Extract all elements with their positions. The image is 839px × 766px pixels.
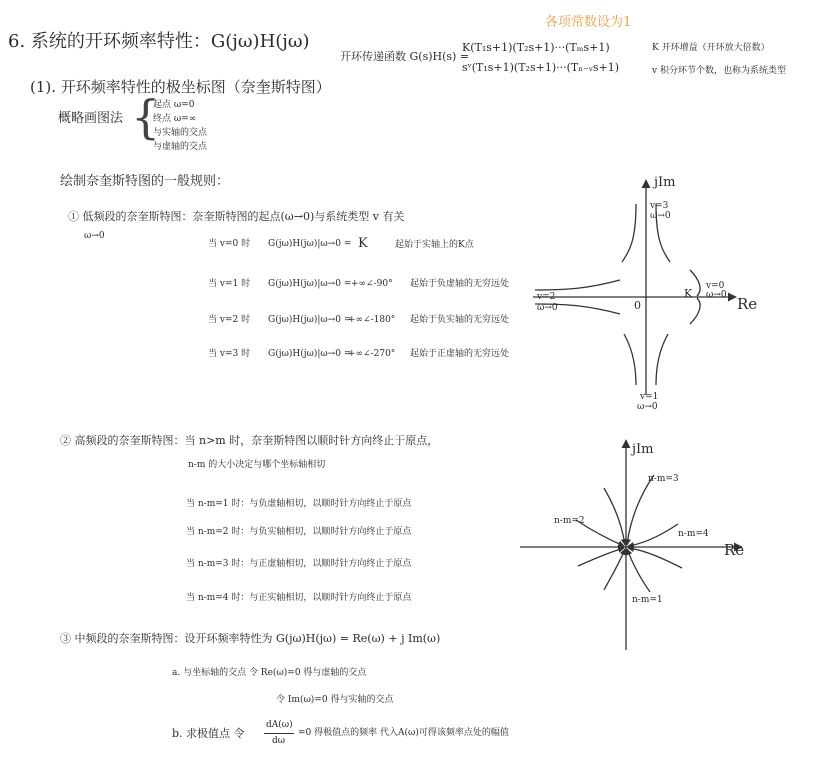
diagram2-curve-nm1-a [604, 549, 625, 590]
low-case-v3-cond: 当 v=3 时 [208, 349, 251, 359]
diagram2-curve-nm1-b [627, 549, 650, 592]
diagram1-origin-label: 0 [634, 299, 641, 312]
diagram2-nm2-label: n-m=2 [554, 516, 585, 526]
transfer-function-prefix: 开环传递函数 G(s)H(s) = [340, 50, 470, 63]
low-case-v2-cond: 当 v=2 时 [208, 315, 251, 325]
low-frequency-heading: ① 低频段的奈奎斯特图：奈奎斯特图的起点(ω→0)与系统类型 v 有关 [68, 210, 405, 223]
diagram2-curve-nm3-a [627, 475, 654, 545]
diagram2-real-axis-label: Re [724, 541, 745, 559]
high-frequency-heading: ② 高频段的奈奎斯特图：当 n>m 时，奈奎斯特图以顺时针方向终止于原点， [60, 434, 439, 447]
diagram1-v2-sub: ω→0 [537, 303, 558, 313]
mid-b-suffix: =0 得极值点的频率 代入A(ω)可得该频率点处的幅值 [298, 728, 509, 738]
mid-frequency-heading: ③ 中频段的奈奎斯特图：设开环频率特性为 G(jω)H(jω) = Re(ω) + j Im(ω) [60, 632, 441, 645]
method-item-end: 终点 ω=∞ [153, 114, 197, 124]
diagram1-curve-v3-left [622, 204, 636, 262]
diagram1-v1-sub: ω→0 [637, 402, 658, 412]
k-definition: K 开环增益（开环放大倍数） [652, 43, 770, 53]
diagram2-nm1-label: n-m=1 [632, 595, 663, 605]
low-case-v1-note: 起始于负虚轴的无穷远处 [410, 279, 510, 289]
low-case-v1-value: +∞∠-90° [351, 279, 393, 289]
low-case-v0-value: K [358, 236, 368, 251]
diagram2-nm4-label: n-m=4 [678, 529, 709, 539]
section-title: 6. 系统的开环频率特性：G(jω)H(jω) [8, 31, 310, 52]
high-case-nm4: 当 n-m=4 时：与正实轴相切，以顺时针方向终止于原点 [186, 593, 412, 603]
diagram1-imag-axis-label: jIm [654, 175, 676, 190]
low-case-v3-expr: G(jω)H(jω)|ω→0 = [268, 349, 352, 359]
mid-a-line2: 令 Im(ω)=0 得与实轴的交点 [276, 695, 394, 705]
mid-b-fraction-numerator: dA(ω) [266, 720, 293, 730]
diagram1-curve-v2-upper [535, 280, 620, 290]
diagram2-curve-nm3-b [604, 488, 625, 545]
low-case-v3-value: +∞∠-270° [348, 349, 396, 359]
diagram1-curve-v0-lower [690, 298, 700, 324]
low-case-v0-expr: G(jω)H(jω)|ω→0 = [268, 239, 352, 249]
diagram1-curve-v1-right [656, 334, 668, 385]
diagram2-curve-nm4-b [628, 548, 682, 568]
low-case-v2-value: +∞∠-180° [348, 315, 396, 325]
high-frequency-heading-line2: n-m 的大小决定与哪个坐标轴相切 [188, 460, 326, 470]
mid-b-prefix: b. 求极值点 令 [172, 727, 245, 740]
orange-note: 各项常数设为1 [545, 15, 632, 30]
diagram1-k-label: K [684, 287, 693, 300]
low-case-v3-note: 起始于正虚轴的无穷远处 [410, 349, 510, 359]
high-case-nm2: 当 n-m=2 时：与负实轴相切，以顺时针方向终止于原点 [186, 527, 412, 537]
diagram1-v0-label: v=0 [706, 281, 725, 291]
diagram1-v0-sub: ω→0 [706, 290, 727, 300]
v-definition: v 积分环节个数，也称为系统类型 [652, 66, 786, 76]
diagram1-curve-v1-left [624, 334, 636, 385]
low-case-v2-expr: G(jω)H(jω)|ω→0 = [268, 315, 352, 325]
mid-a-line1: a. 与坐标轴的交点 令 Re(ω)=0 得与虚轴的交点 [172, 668, 367, 678]
method-item-real-cross: 与实轴的交点 [153, 128, 208, 138]
diagram1-v2-label: v=2 [537, 292, 556, 302]
high-case-nm3: 当 n-m=3 时：与正虚轴相切，以顺时针方向终止于原点 [186, 559, 412, 569]
low-case-v0-cond: 当 v=0 时 [208, 239, 251, 249]
diagram1-real-axis-label: Re [737, 295, 758, 313]
method-item-imag-cross: 与虚轴的交点 [153, 142, 208, 152]
diagram2-nm3-label: n-m=3 [648, 474, 679, 484]
transfer-function-denominator: sᵛ(T₁s+1)(T₂s+1)···(Tₙ₋ᵥs+1) [462, 61, 620, 74]
mid-b-fraction-denominator: dω [272, 736, 286, 746]
diagram1-v3-label: v=3 [650, 201, 669, 211]
brace-icon: { [131, 90, 161, 144]
method-item-start: 起点 ω=0 [153, 100, 195, 110]
subsection-heading: (1). 开环频率特性的极坐标图（奈奎斯特图） [30, 78, 331, 96]
diagram2-imag-axis-label: jIm [632, 442, 654, 457]
diagram2-curve-nm4-a [628, 524, 678, 546]
low-case-v1-expr: G(jω)H(jω)|ω→0 = [268, 279, 352, 289]
sketch-method-label: 概略画图法 [58, 111, 124, 126]
high-case-nm1: 当 n-m=1 时：与负虚轴相切，以顺时针方向终止于原点 [186, 499, 412, 509]
transfer-function-numerator: K(T₁s+1)(T₂s+1)···(Tₘs+1) [462, 41, 610, 54]
low-case-v0-note: 起始于实轴上的K点 [395, 240, 474, 250]
low-frequency-omega: ω→0 [84, 231, 105, 241]
diagram1-v3-sub: ω→0 [650, 211, 671, 221]
diagram2-curve-nm2-b [578, 548, 624, 566]
diagram1-v1-label: v=1 [640, 392, 659, 402]
low-case-v1-cond: 当 v=1 时 [208, 279, 251, 289]
low-case-v2-note: 起始于负实轴的无穷远处 [410, 315, 510, 325]
rule-title: 绘制奈奎斯特图的一般规则： [60, 174, 230, 189]
